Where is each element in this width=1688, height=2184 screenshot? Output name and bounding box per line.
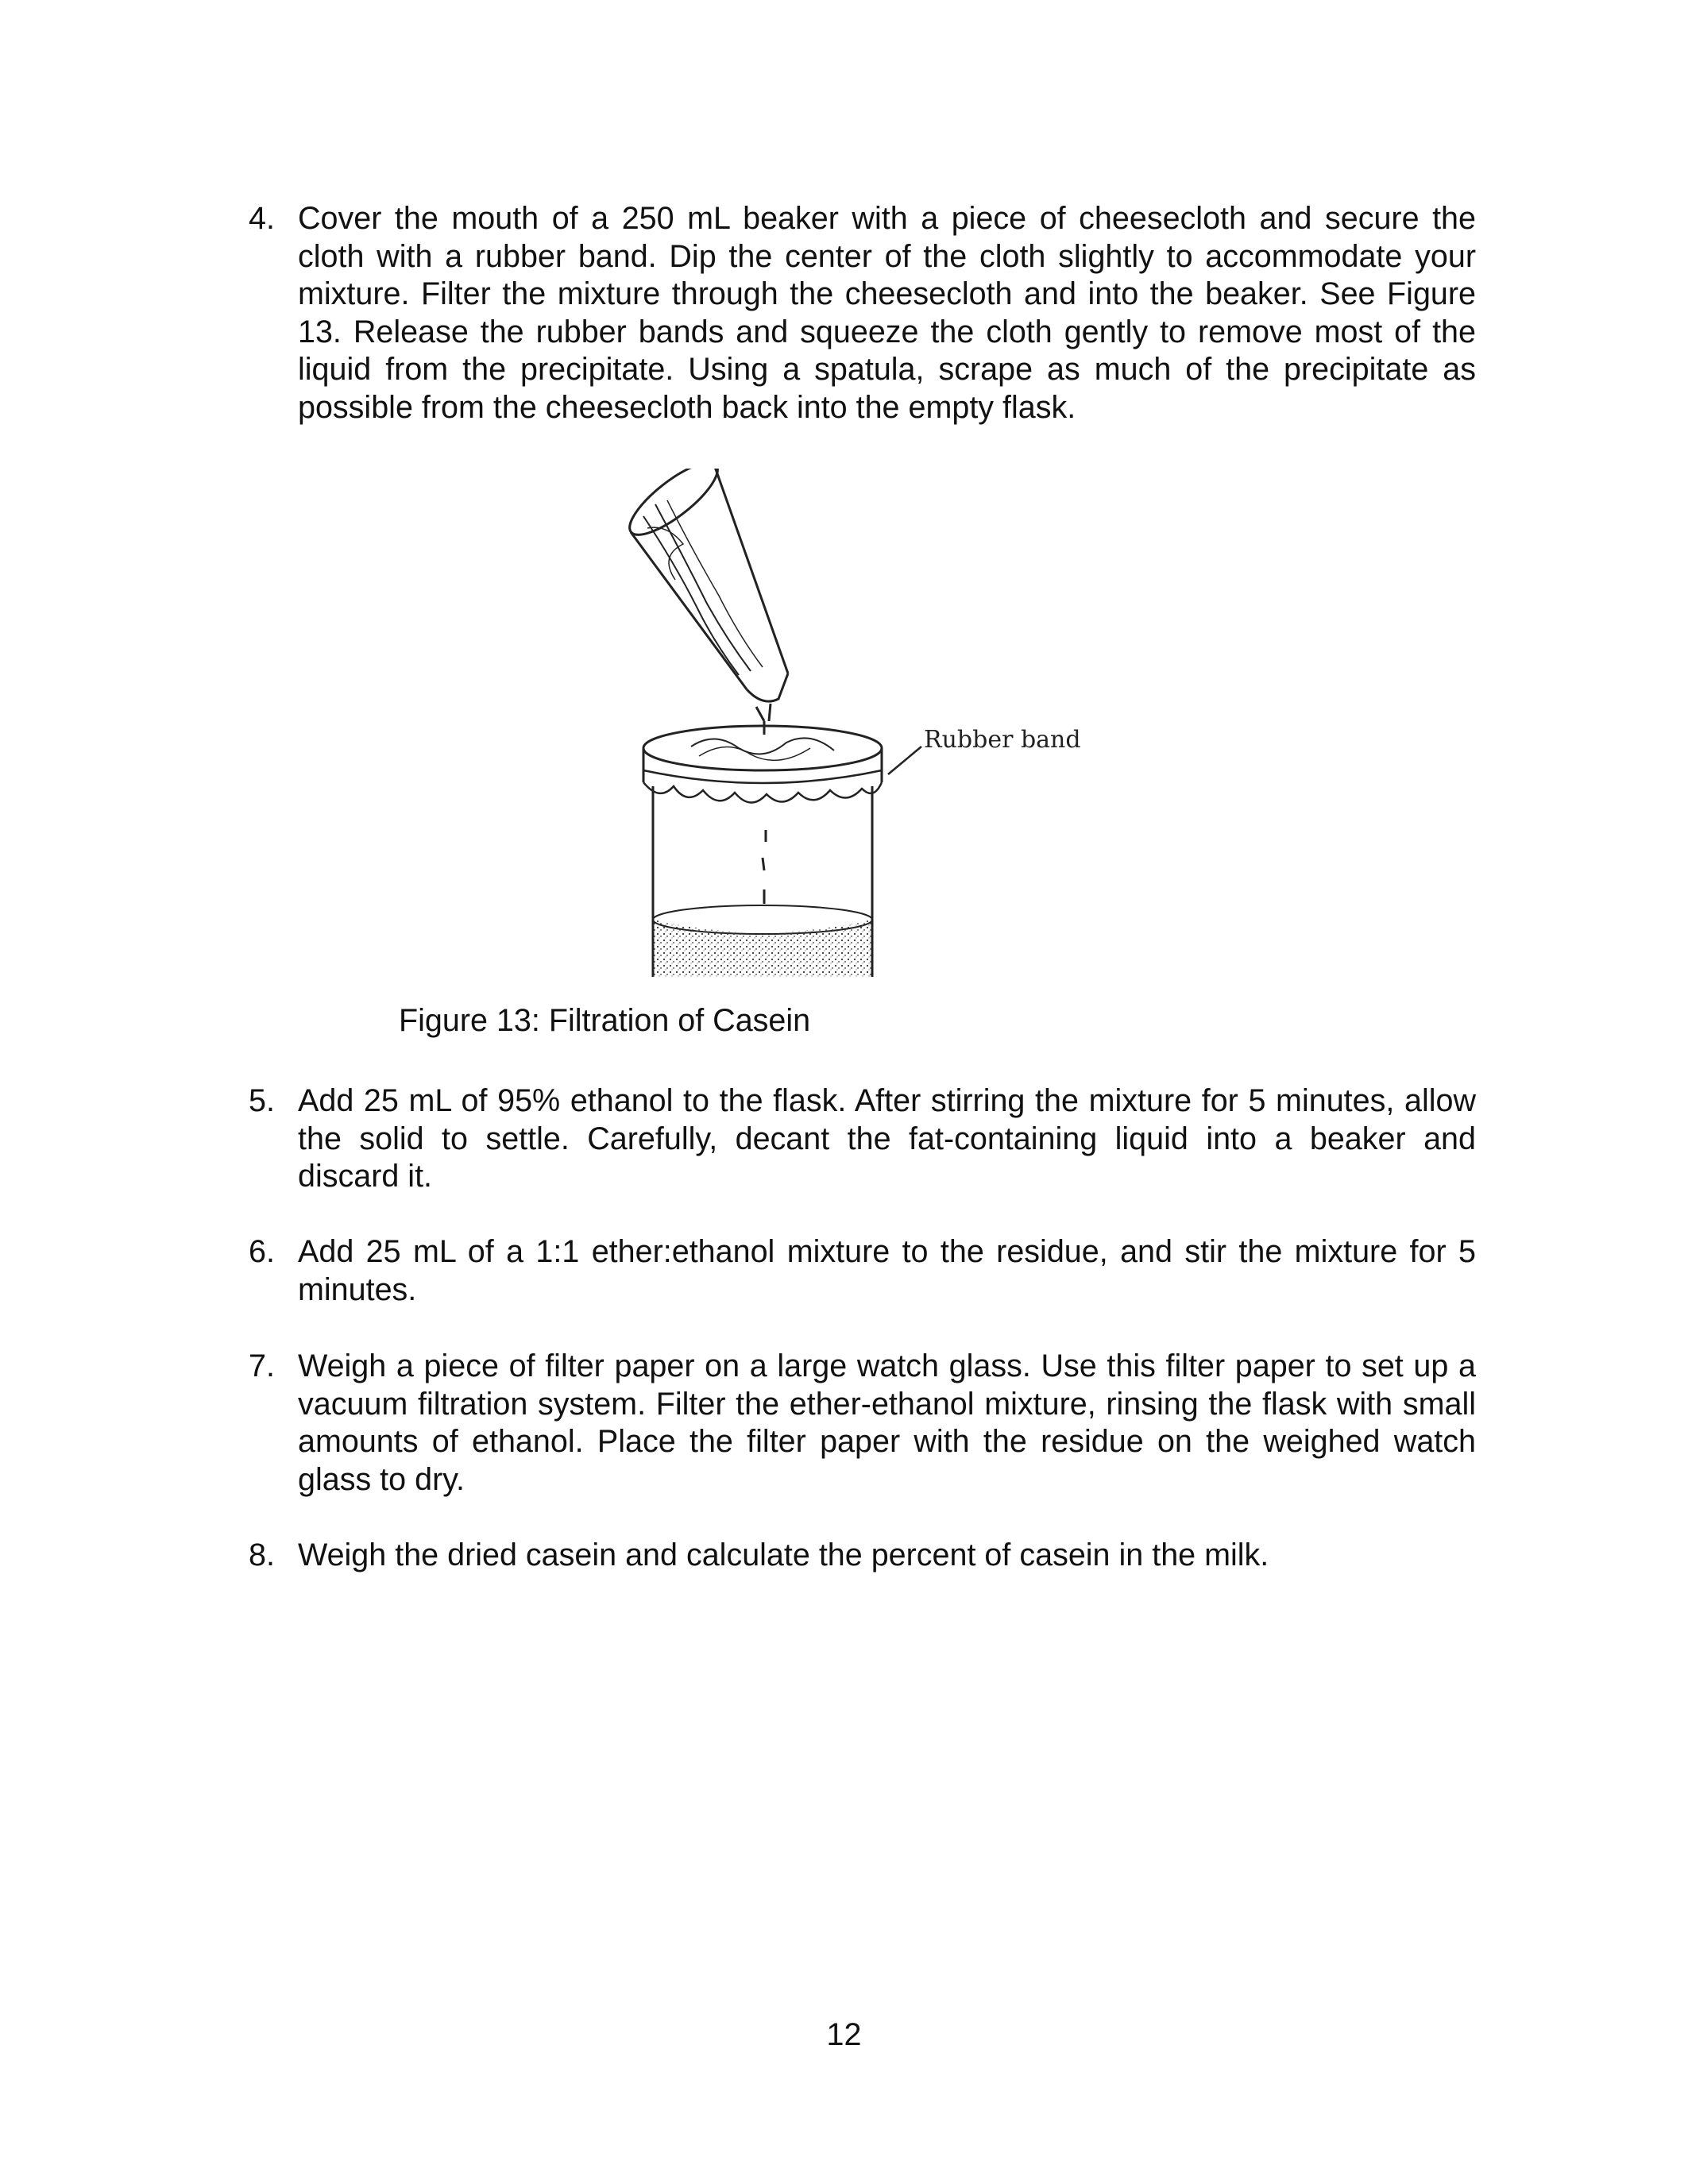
step-7 [249,1348,1476,1499]
page-number: 12 [826,2017,862,2052]
liquid [653,920,872,977]
figure-caption: Figure 13: Filtration of Casein [399,1003,811,1038]
step-number: 4. [249,201,275,236]
filtration-illustration [580,469,1088,977]
step-8 [249,1537,1476,1575]
step-number: 7. [249,1349,275,1383]
flask [620,469,788,721]
step-4 [249,200,1476,426]
step-text: Add 25 mL of 95% ethanol to the flask. After stirring the mixture for 5 minutes, allow the solid to settle. Carefully, decant the fat-containing liquid into a beaker and discard it. [298,1083,1476,1194]
rubber-band-label: Rubber band [924,726,1081,754]
step-text: Weigh a piece of filter paper on a large watch glass. Use this filter paper to set up a vacuum filtration system. Filter the ether-ethanol mixture, rinsing the flask with small amounts of ethanol. Place the filter paper with the residue on the weighed watch glass to dry. [298,1349,1476,1497]
step-6 [249,1233,1476,1309]
step-number: 6. [249,1234,275,1269]
drips [763,830,766,904]
step-number: 8. [249,1538,275,1572]
filtration-figure [580,469,1088,977]
step-number: 5. [249,1083,275,1118]
label-leader [888,747,921,774]
step-text: Add 25 mL of a 1:1 ether:ethanol mixture to the residue, and stir the mixture for 5 minutes. [298,1234,1476,1307]
step-text: Weigh the dried casein and calculate the percent of casein in the milk. [298,1538,1269,1572]
step-5 [249,1082,1476,1196]
step-text: Cover the mouth of a 250 mL beaker with a piece of cheesecloth and secure the cloth with a rubber band. Dip the center of the cloth slightly to accommodate your mixture. Filter the mixture through the cheesecloth and into the beaker. See Figure 13. Release the rubber bands and squeeze the cloth gently to remove most of the liquid from the precipitate. Using a spatula, scrape as much of the precipitate as possible from the cheesecloth back into the empty flask. [298,201,1476,425]
